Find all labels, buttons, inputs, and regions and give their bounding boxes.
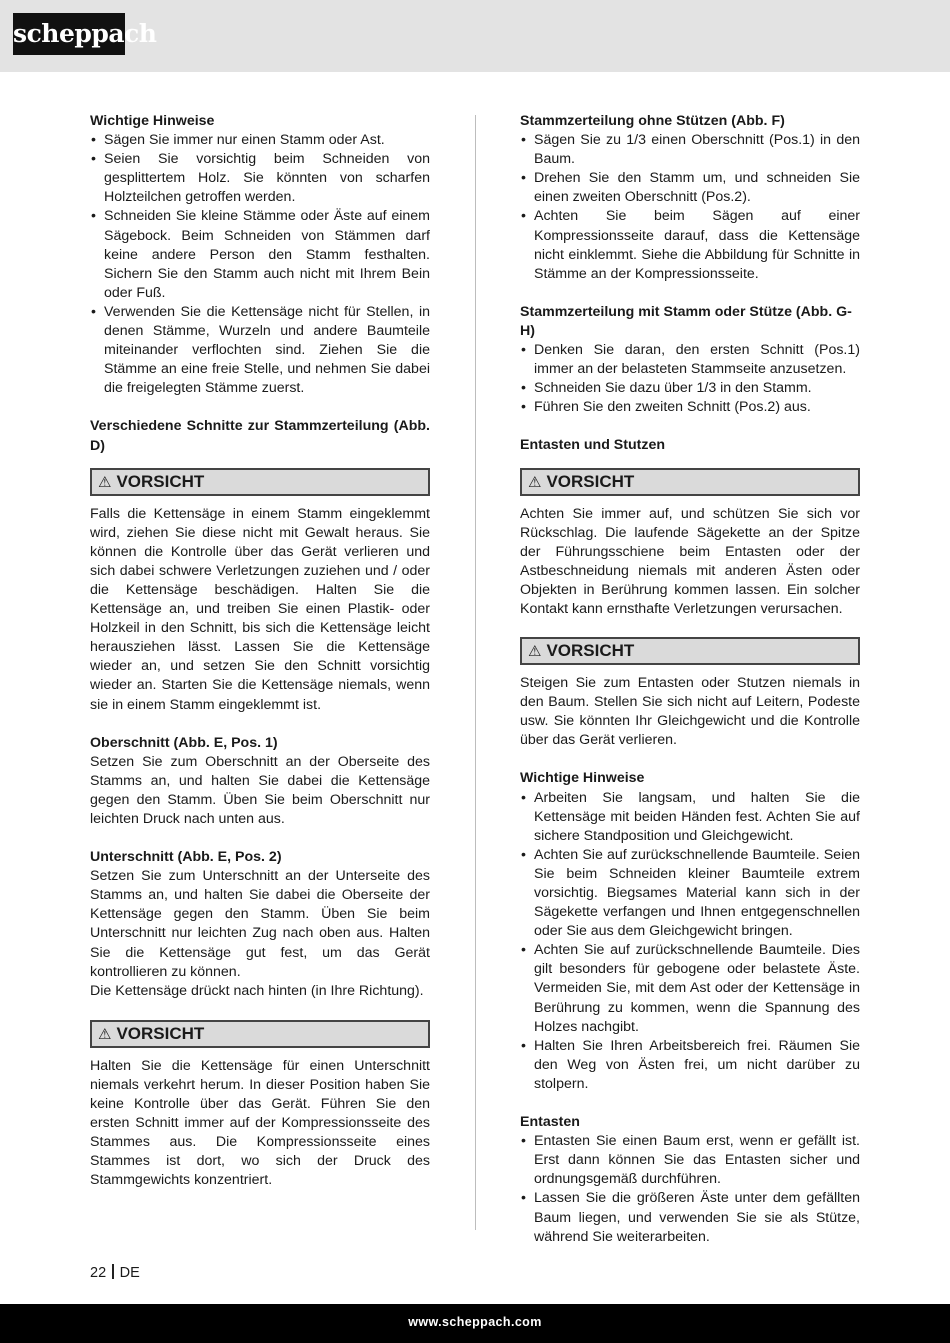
caution-label: VORSICHT (116, 471, 205, 491)
section-title: Entasten und Stutzen (520, 437, 666, 454)
left-column (90, 112, 430, 1191)
website-link[interactable]: www.scheppach.com (408, 1315, 542, 1329)
section-title: Oberschnitt (Abb. E, Pos. 1) (90, 734, 278, 751)
bullet-list (90, 131, 430, 398)
warning-triangle-icon: ⚠ (98, 473, 112, 491)
paragraph: Steigen Sie zum Entasten oder Stutzen niemals in den Baum. Stellen Sie sich nicht auf Leitern, Podeste usw. Sie könnten Ihr Gleichgewicht und die Kontrolle über das Gerät verlieren. (520, 675, 860, 749)
bullet-list (520, 789, 860, 1095)
page-number (90, 1264, 140, 1281)
paragraph: Halten Sie die Kettensäge für einen Unterschnitt niemals verkehrt herum. In dieser Position haben Sie keine Kontrolle über das Gerät. Führen Sie den ersten Schnitt immer auf der Kompressionsseite des Stammes aus. Die Kompressionsseite eines Stammes ist dort, wo sich der Druck des Stammgewichts konzentriert. (90, 1057, 430, 1189)
list-item: • Verwenden Sie die Kettensäge nicht für Stellen, in denen Stämme, Wurzeln und andere Baumteile miteinander verflochten sind. Ziehen Sie die Stämme an eine freie Stelle, und nehmen Sie dabei die freigelegten Stämme zuerst. (90, 303, 430, 398)
list-item: • Lassen Sie die größeren Äste unter dem gefällten Baum liegen, und verwenden Sie sie als Stütze, während Sie weiterarbeiten. (520, 1189, 860, 1246)
list-item: • Achten Sie beim Sägen auf einer Kompressionsseite darauf, dass die Kettensäge nicht einklemmt. Siehe die Abbildung für Schnitte in Stämme an der Kompressionsseite. (520, 207, 860, 283)
paragraph: Setzen Sie zum Unterschnitt an der Unterseite des Stamms an, und halten Sie dabei die Oberseite der Kettensäge gegen den Stamm. Üben Sie beim Unterschnitt nur leichten Zug nach oben aus. Halten Sie die Kettensäge gut fest, um das Gerät kontrollieren zu können. (90, 868, 430, 980)
list-item: • Achten Sie auf zurückschnellende Baumteile. Seien Sie beim Schneiden kleiner Baumteile extrem vorsichtig. Biegsames Material kann sich in der Sägekette verfangen und Ihnen entgegenschnellen oder Sie aus dem Gleichgewicht bringen. (520, 846, 860, 941)
bullet-list (520, 1132, 860, 1247)
separator (112, 1264, 114, 1279)
list-item: • Schneiden Sie kleine Stämme oder Äste auf einem Sägebock. Beim Schneiden von Stämmen darf keine andere Person den Stamm festhalten. Sichern Sie den Stamm auch nicht mit Ihrem Bein oder Fuß. (90, 207, 430, 302)
caution-box (90, 468, 430, 496)
paragraph: Falls die Kettensäge in einem Stamm eingeklemmt wird, ziehen Sie diese nicht mit Gewalt heraus. Sie können die Kontrolle über das Gerät verlieren und sich dabei schwere Verletzungen zuziehen und / oder die Kettensäge beschädigen. Halten Sie die Kettensäge an, und treiben Sie einen Plastik- oder Holzkeil in den Schnitt, bis sich die Kettensäge leicht herausziehen lässt. Lassen Sie die Kettensäge wieder an, und setzen Sie den Schnitt vorsichtig wieder an. Starten Sie die Kettensäge niemals, wenn sie in einem Stamm eingeklemmt ist. (90, 505, 430, 713)
list-item: • Sägen Sie zu 1/3 einen Oberschnitt (Pos.1) in den Baum. (520, 131, 860, 169)
bullet-list (520, 341, 860, 417)
warning-triangle-icon: ⚠ (528, 643, 542, 661)
list-item: • Sägen Sie immer nur einen Stamm oder Ast. (90, 131, 430, 150)
section-title: Stammzerteilung mit Stamm oder Stütze (Abb. G-H) (520, 303, 852, 339)
list-item: • Denken Sie daran, den ersten Schnitt (Pos.1) immer an der belasteten Stammseite anzusetzen. (520, 341, 860, 379)
caution-box (520, 468, 860, 496)
warning-triangle-icon: ⚠ (528, 473, 542, 491)
caution-label: VORSICHT (546, 641, 635, 661)
list-item: • Halten Sie Ihren Arbeitsbereich frei. Räumen Sie den Weg von Ästen frei, um nicht darüber zu stolpern. (520, 1037, 860, 1094)
list-item: • Schneiden Sie dazu über 1/3 in den Stamm. (520, 379, 860, 398)
caution-box (520, 637, 860, 665)
page-footer (0, 1304, 950, 1343)
section-title (90, 417, 430, 455)
page-header (0, 0, 950, 72)
section-title: Wichtige Hinweise (90, 113, 215, 129)
paragraph: Die Kettensäge drückt nach hinten (in Ihre Richtung). (90, 982, 424, 999)
bullet-list (520, 131, 860, 284)
section-title: Entasten (520, 1114, 580, 1131)
paragraph: Achten Sie immer auf, und schützen Sie sich vor Rückschlag. Die laufende Sägekette an der Spitze der Führungsschiene beim Entasten oder der Astbeschneidung niemals mit anderen Ästen oder Objekten in Berührung kommen lassen. Ein solcher Kontakt kann ernsthafte Verletzungen verursachen. (520, 505, 860, 617)
section-title: Unterschnitt (Abb. E, Pos. 2) (90, 849, 282, 866)
page-number-value: 22 (90, 1265, 107, 1281)
section-title-text: Verschiedene Schnitte zur Stammzerteilung (Abb. D) (90, 418, 430, 454)
list-item: • Arbeiten Sie langsam, und halten Sie die Kettensäge mit beiden Händen fest. Achten Sie auf sichere Standposition und Gleichgewicht. (520, 789, 860, 846)
section-title: Stammzerteilung ohne Stützen (Abb. F) (520, 113, 785, 129)
section-title: Wichtige Hinweise (520, 770, 645, 787)
caution-label: VORSICHT (116, 1023, 205, 1043)
list-item: • Führen Sie den zweiten Schnitt (Pos.2) aus. (520, 398, 860, 417)
list-item: • Seien Sie vorsichtig beim Schneiden von gesplittertem Holz. Sie könnten von scharfen Holzteilchen getroffen werden. (90, 150, 430, 207)
column-divider (475, 115, 476, 1230)
caution-box (90, 1020, 430, 1048)
list-item: • Entasten Sie einen Baum erst, wenn er gefällt ist. Erst dann können Sie das Entasten sicher und ordnungsgemäß durchführen. (520, 1132, 860, 1189)
brand-logo: scheppach (13, 13, 125, 55)
right-column (520, 112, 860, 1247)
warning-triangle-icon: ⚠ (98, 1025, 112, 1043)
paragraph: Setzen Sie zum Oberschnitt an der Oberseite des Stamms an, und halten Sie dabei die Kettensäge gegen den Stamm. Üben Sie beim Oberschnitt nur leichten Druck nach unten aus. (90, 753, 430, 827)
caution-label: VORSICHT (546, 471, 635, 491)
list-item: • Achten Sie auf zurückschnellende Baumteile. Dies gilt besonders für gebogene oder belastete Äste. Vermeiden Sie, mit dem Ast oder der Kettensäge in Berührung zu kommen, wenn die Spannung des Holzes nachgibt. (520, 941, 860, 1036)
list-item: • Drehen Sie den Stamm um, und schneiden Sie einen zweiten Oberschnitt (Pos.2). (520, 169, 860, 207)
language-code: DE (119, 1265, 140, 1281)
